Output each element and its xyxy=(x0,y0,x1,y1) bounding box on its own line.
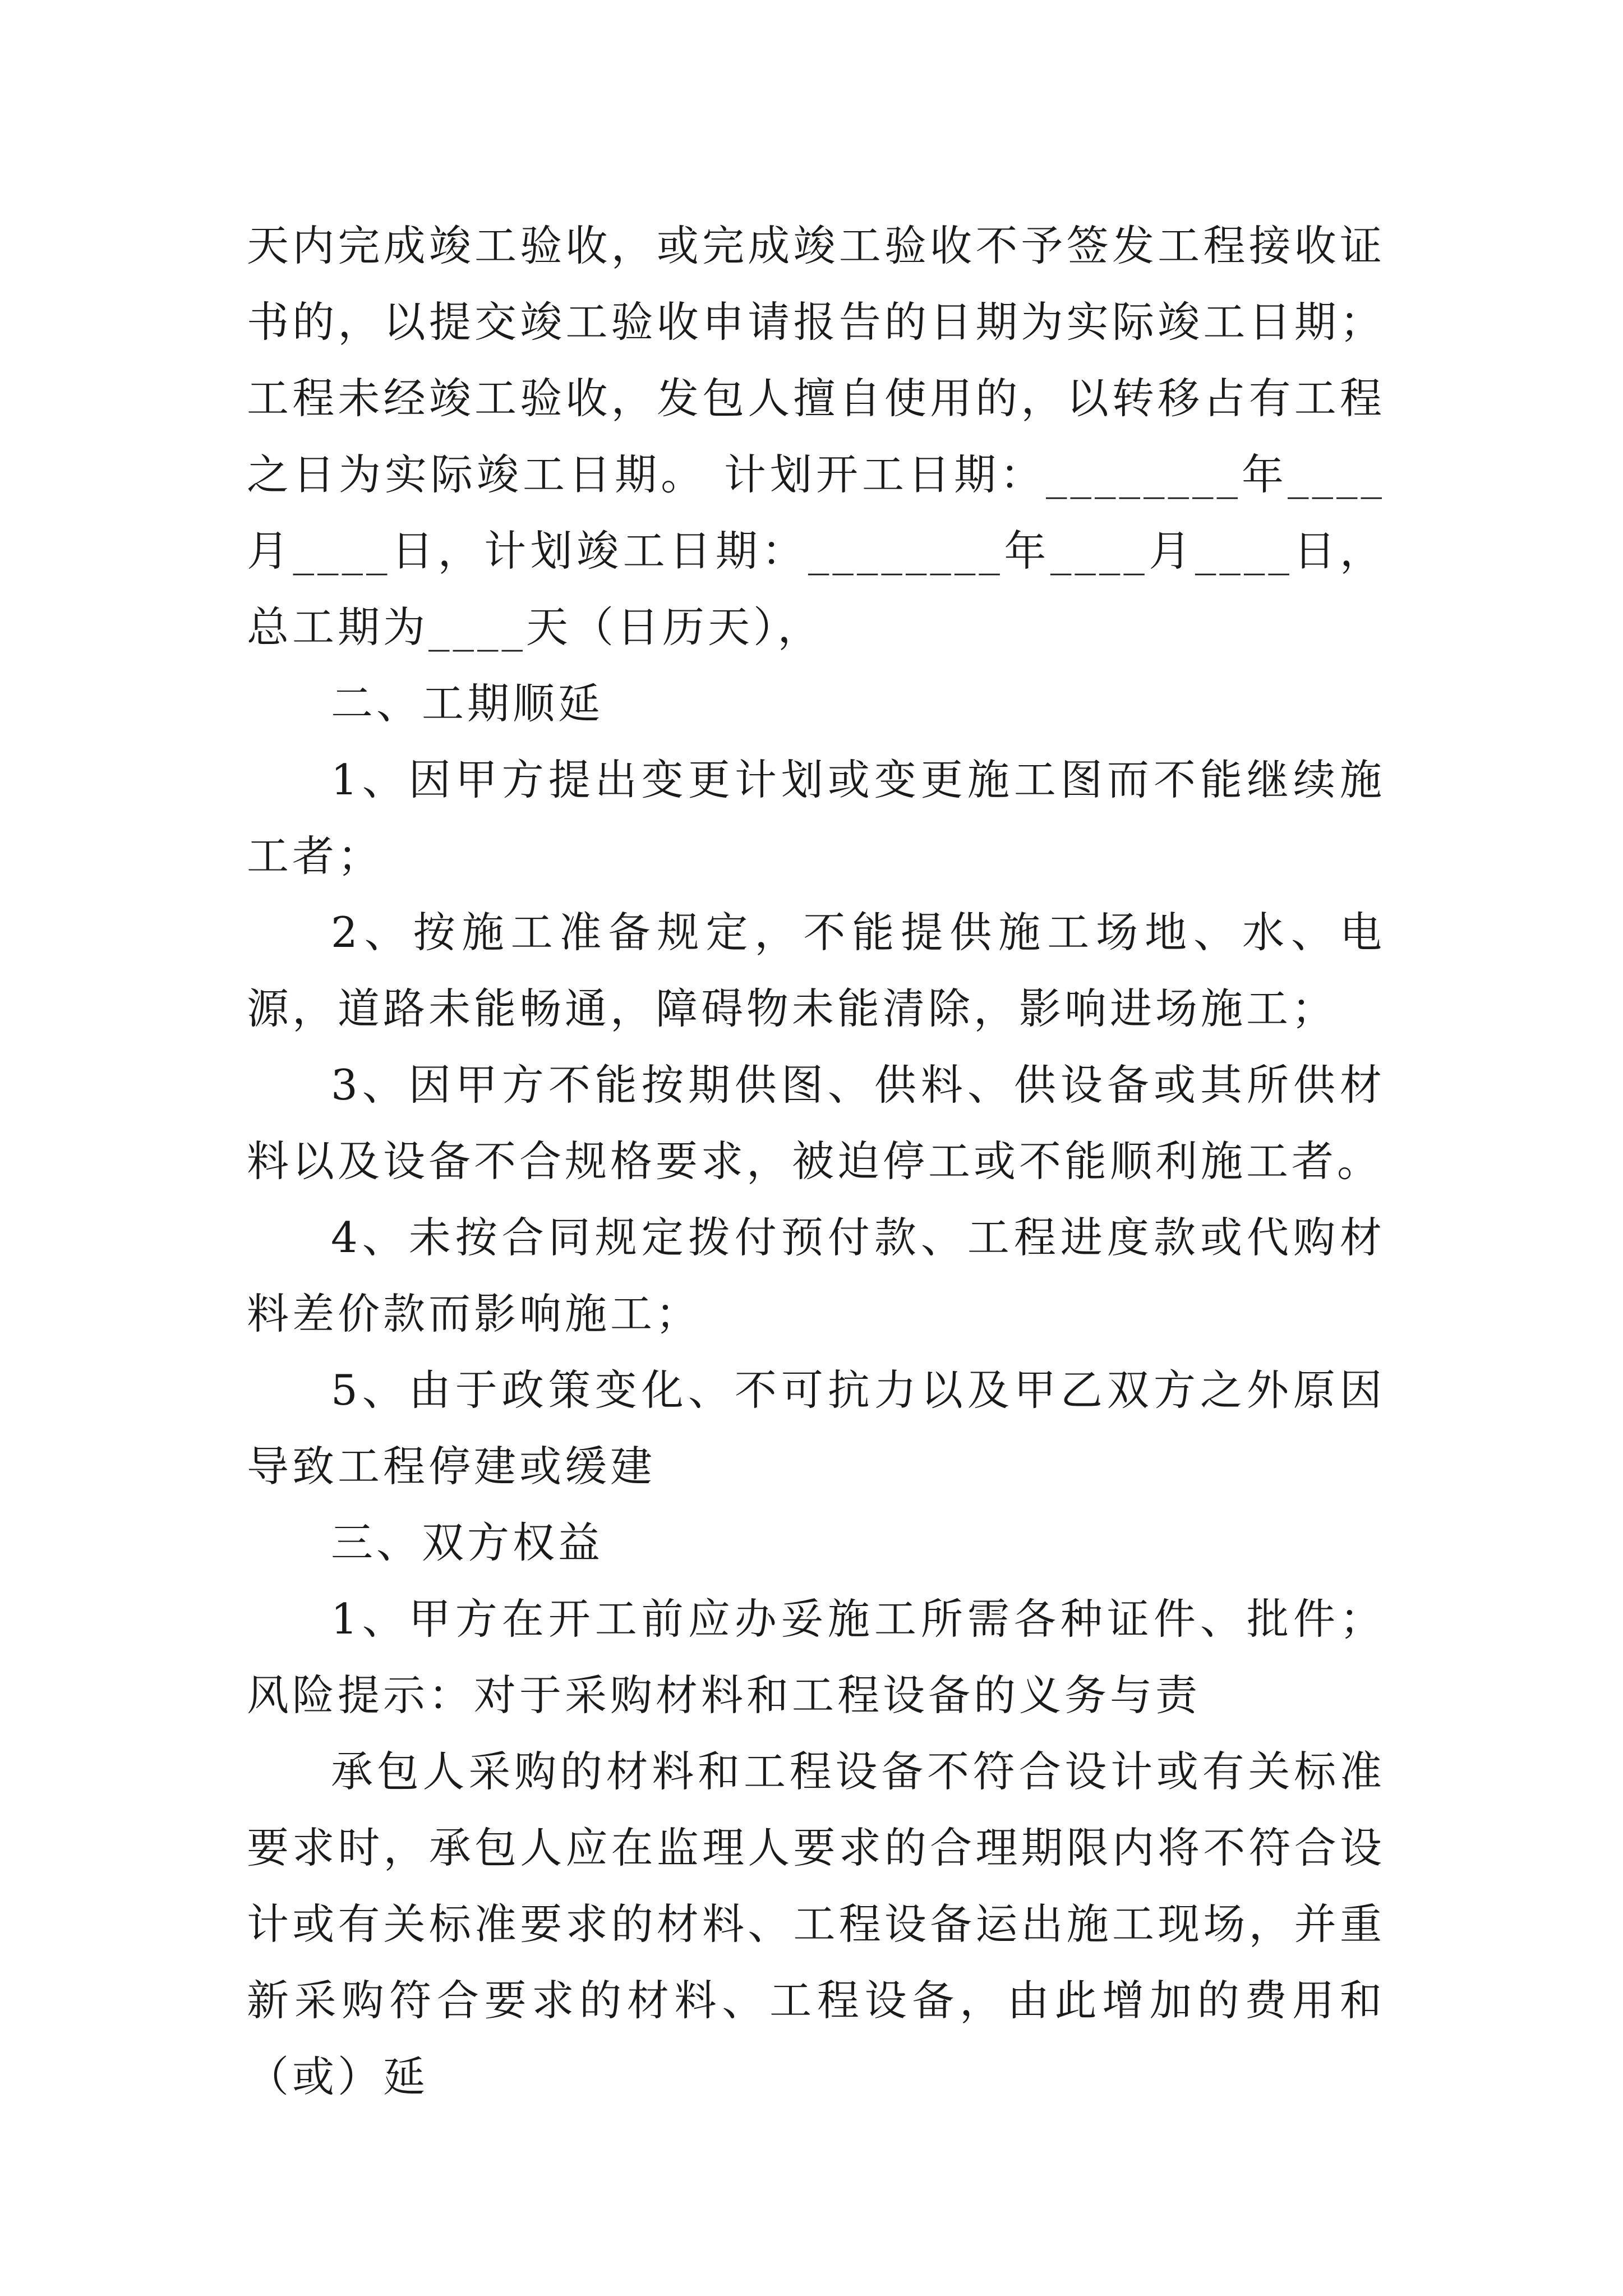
paragraph-item-3: 3、因甲方不能按期供图、供料、供设备或其所供材料以及设备不合规格要求，被迫停工或不能顺利施工者。 xyxy=(247,1060,1385,1186)
paragraph-item-1: 1、因甲方提出变更计划或变更施工图而不能继续施工者； xyxy=(247,755,1385,881)
paragraph-completion-date: 天内完成竣工验收，或完成竣工验收不予签发工程接收证书的，以提交竣工验收申请报告的日期为实际竣工日期；工程未经竣工验收，发包人擅自使用的，以转移占有工程之日为实际竣工日期。 计划开工日期：________年____月____日，计划竣工日期：________年____月____日，总工期为____天（日历天）， xyxy=(247,221,1385,652)
heading-rights: 三、双方权益 xyxy=(331,1518,604,1567)
paragraph-rights-item-1: 1、甲方在开工前应办妥施工所需各种证件、批件；风险提示：对于采购材料和工程设备的义务与责 xyxy=(247,1594,1385,1720)
paragraph-item-4: 4、未按合同规定拨付预付款、工程进度款或代购材料差价款而影响施工； xyxy=(247,1213,1385,1338)
paragraph-item-5: 5、由于政策变化、不可抗力以及甲乙双方之外原因导致工程停建或缓建 xyxy=(247,1365,1385,1491)
document-body xyxy=(247,208,1385,2115)
paragraph-item-2: 2、按施工准备规定，不能提供施工场地、水、电源，道路未能畅通，障碍物未能清除，影响进场施工； xyxy=(247,908,1385,1033)
heading-schedule-extension: 二、工期顺延 xyxy=(331,679,604,728)
paragraph-procurement: 承包人采购的材料和工程设备不符合设计或有关标准要求时，承包人应在监理人要求的合理期限内将不符合设计或有关标准要求的材料、工程设备运出施工现场，并重新采购符合要求的材料、工程设备，由此增加的费用和（或）延 xyxy=(247,1747,1385,2101)
